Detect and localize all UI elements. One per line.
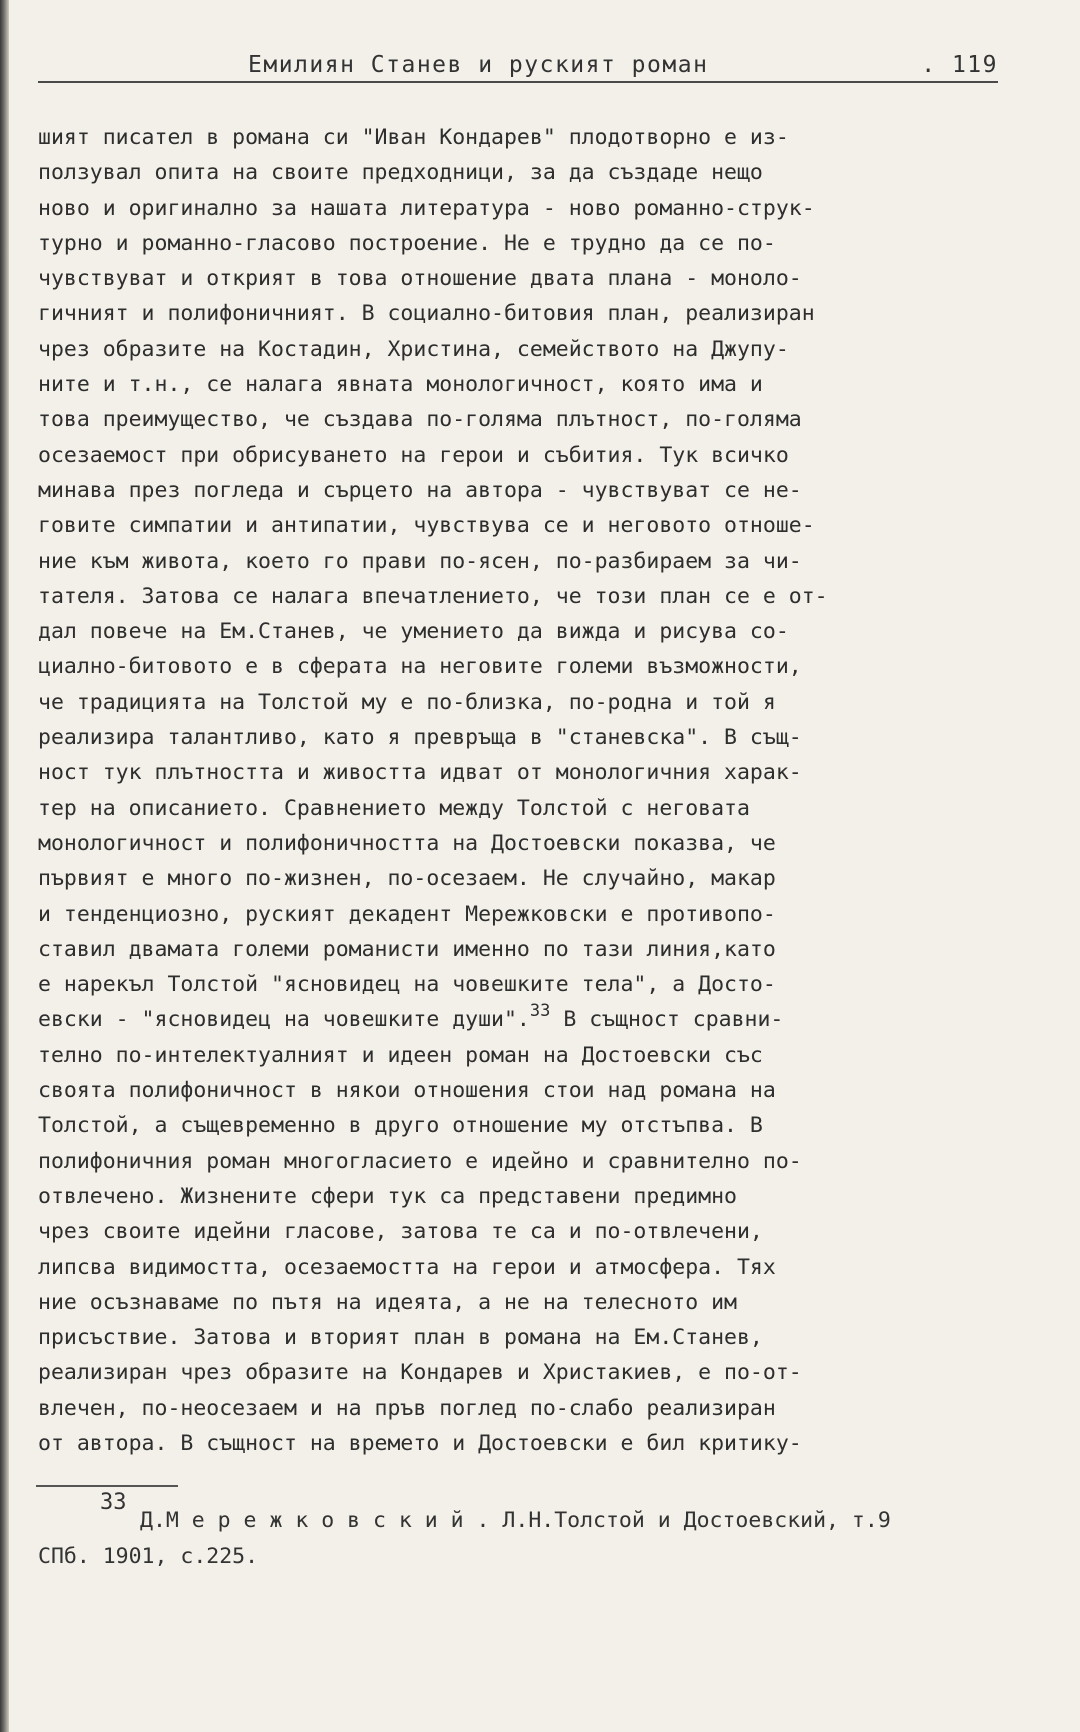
text-line: ново и оригинално за нашата литература - ново романно-струк- [38, 195, 815, 221]
text-line: от автора. В същност на времето и Достоевски е бил критику- [38, 1430, 802, 1456]
text-line: липсва видимостта, осезаемостта на герои и атмосфера. Тях [38, 1254, 776, 1280]
text-line: дал повече на Ем.Станев, че умението да вижда и рисува со- [38, 619, 789, 645]
text-line: шият писател в романа си "Иван Кондарев" плодотворно е из- [38, 125, 789, 150]
text-line: тер на описанието. Сравнението между Толстой с неговата [38, 795, 750, 821]
text-line: Толстой, а същевременно в друго отношение му отстъпва. В [38, 1113, 763, 1139]
footnote-text-line: Д.М е р е ж к о в с к и й . Л.Н.Толстой и Достоевский, т.9 [140, 1508, 891, 1533]
text-line: говите симпатии и антипатии, чувствува се и неговото отноше- [38, 513, 815, 539]
text-line: монологичност и полифоничността на Достоевски показва, че [38, 830, 776, 856]
header-rule [38, 81, 998, 83]
text-line: присъствие. Затова и вторият план в романа на Ем.Станев, [38, 1325, 763, 1351]
text-line: телно по-интелектуалният и идеен роман на Достоевски със [38, 1042, 763, 1068]
text-line: реализиран чрез образите на Кондарев и Христакиев, е по-от- [38, 1360, 802, 1386]
text-line: ние осъзнаваме по пътя на идеята, а не на телесното им [38, 1289, 737, 1315]
text-line: реализира талантливо, като я превръща в "станевска". В същ- [38, 725, 802, 751]
text-line: първият е много по-жизнен, по-осезаем. Не случайно, макар [38, 866, 776, 892]
text-line: ние към живота, което го прави по-ясен, по-разбираем за чи- [38, 548, 802, 574]
text-line: тателя. Затова се налага впечатлението, че този план се е от- [38, 583, 828, 609]
text-line: циално-битовото е в сферата на неговите големи възможности, [38, 654, 802, 680]
text-line: е нарекъл Толстой "ясновидец на човешките тела", а Досто- [38, 972, 776, 998]
text-line: ползувал опита на своите предходници, за да създаде нещо [38, 160, 763, 186]
text-line: и тенденциозно, руският декадент Мережковски е противопо- [38, 901, 776, 927]
text-line: полифоничния роман многогласието е идейно и сравнително по- [38, 1148, 802, 1174]
footnote-number: 33 [100, 1490, 127, 1515]
text-segment: евски - "ясновидец на човешките души". [38, 1007, 530, 1033]
text-line: чувствуват и открият в това отношение двата плана - моноло- [38, 266, 802, 292]
text-line-with-footnote-ref [38, 1002, 1018, 1037]
header-title: Емилиян Станев и руският роман [248, 52, 709, 78]
footnote-ref[interactable]: 33 [529, 1001, 551, 1022]
text-line: че традицията на Толстой му е по-близка, по-родна и той я [38, 689, 776, 715]
footnote-rule [36, 1485, 178, 1487]
text-line: отвлечено. Жизнените сфери тук са представени предимно [38, 1183, 737, 1209]
text-line: минава през погледа и сърцето на автора - чувствуват се не- [38, 477, 802, 503]
text-line: ност тук плътността и живостта идват от монологичния харак- [38, 760, 802, 786]
body-text [38, 120, 1018, 1461]
text-line: турно и романно-гласово построение. Не е трудно да се по- [38, 230, 776, 256]
page-number: . 119 [921, 52, 998, 78]
text-segment: В същност сравни- [550, 1007, 784, 1033]
text-line: осезаемост при обрисуването на герои и събития. Тук всичко [38, 442, 789, 468]
book-spine-shadow [0, 0, 9, 1732]
text-line: влечен, по-неосезаем и на пръв поглед по-слабо реализиран [38, 1395, 776, 1421]
footnote-text-line: СПб. 1901, с.225. [38, 1544, 259, 1569]
text-line: гичният и полифоничният. В социално-битовия план, реализиран [38, 301, 815, 327]
running-header [38, 52, 998, 88]
text-line: това преимущество, че създава по-голяма плътност, по-голяма [38, 407, 802, 433]
text-line: ните и т.н., се налага явната монологичност, която има и [38, 372, 763, 398]
text-line: своята полифоничност в някои отношения стои над романа на [38, 1078, 776, 1104]
text-line: ставил двамата големи романисти именно по тази линия,като [38, 936, 776, 962]
text-line: чрез образите на Костадин, Христина, семейството на Джупу- [38, 336, 789, 362]
text-line: чрез своите идейни гласове, затова те са и по-отвлечени, [38, 1219, 763, 1245]
